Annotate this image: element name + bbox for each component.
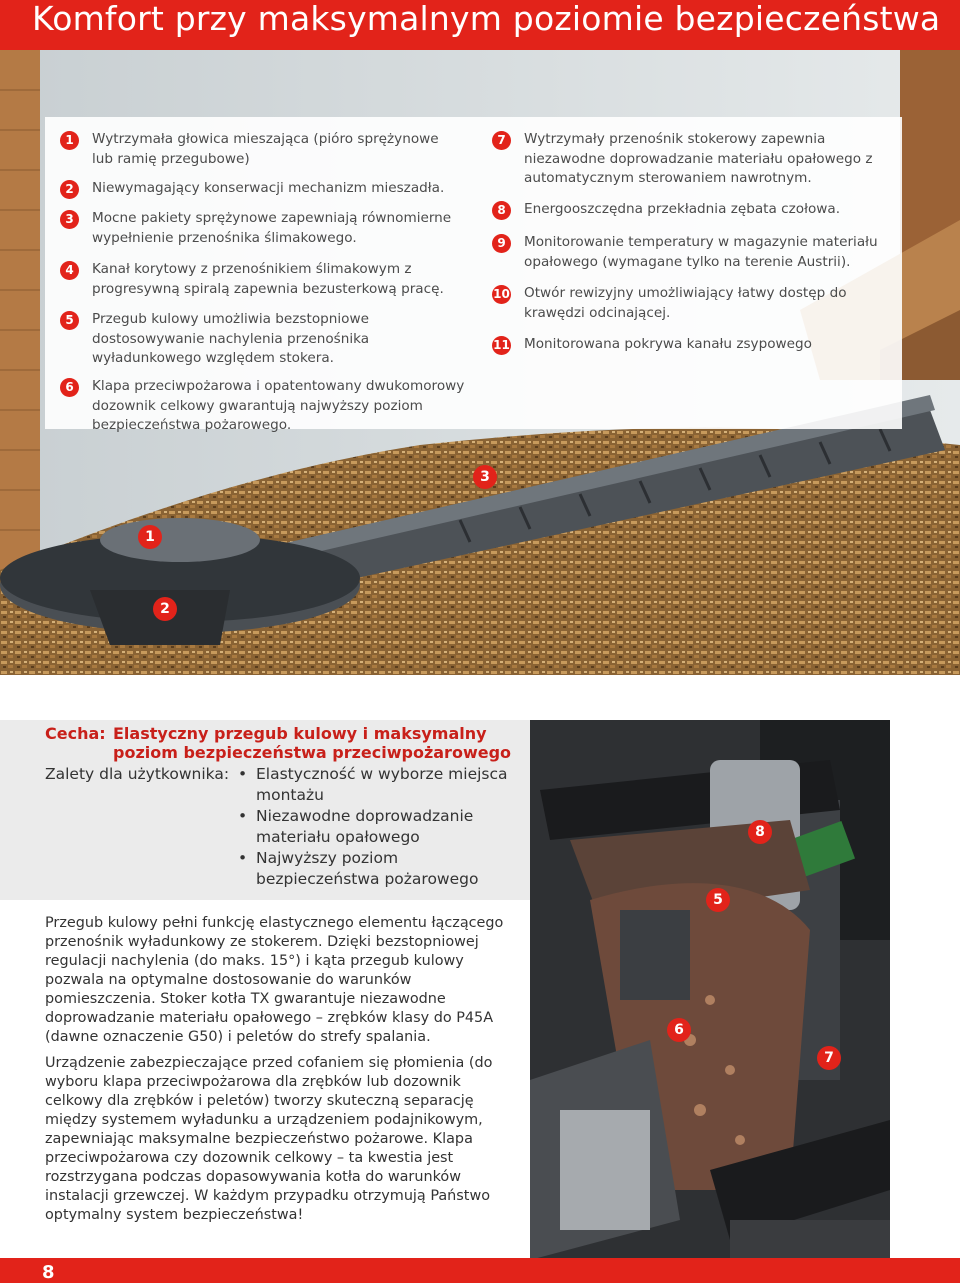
callout-item <box>60 310 480 369</box>
callout-item <box>492 335 887 355</box>
callout-item <box>60 260 460 299</box>
body-paragraph: Przegub kulowy pełni funkcję elastycznego elementu łączącego przenośnik wyładunkowy ze stokerem. Dzięki bezstopniowej regulacji nachylenia (do maks. 15°) i kąta przegub kulowy pozwala na optymalne dostosowanie do warunków pomieszczenia. Stoker kotła TX gwarantuje niezawodne doprowadzanie materiału opałowego – zrębków klasy do P45A (dawne oznaczenie G50) i peletów do strefy spalania. <box>45 915 504 1045</box>
callout-item <box>60 209 460 248</box>
hero-badge: 3 <box>473 465 497 489</box>
callout-number: 9 <box>492 234 511 253</box>
body-paragraph: Urządzenie zabezpieczające przed cofaniem się płomienia (do wyboru klapa przeciwpożarowa dla zrębków lub dozownik celkowy dla zrębków i peletów) tworzy skuteczną separację między systemem wyładunku a urządzeniem podajnikowym, zapewniając maksymalne bezpieczeństwo pożarowe. Klapa przeciwpożarowa czy dozownik celkowy – ta kwestia jest rozstrzygana podczas dopasowywania kotła do warunków instalacji grzewczej. W każdym przypadku otrzymują Państwo optymalny system bezpieczeństwa! <box>45 1055 493 1223</box>
benefit-item: • Niezawodne doprowadzanie materiału opałowego <box>236 806 526 848</box>
callout-number: 2 <box>60 180 79 199</box>
callout-text: Otwór rewizyjny umożliwiający łatwy dostęp do krawędzi odcinającej. <box>524 285 847 321</box>
stoker-illustration <box>530 720 890 1260</box>
callout-item <box>60 377 480 436</box>
photo-badge: 7 <box>817 1046 841 1070</box>
callout-text: Klapa przeciwpożarowa i opatentowany dwukomorowy dozownik celkowy gwarantują najwyższy poziom bezpieczeństwa pożarowego. <box>92 378 465 434</box>
callout-text: Energooszczędna przekładnia zębata czołowa. <box>524 201 841 217</box>
callout-text: Monitorowanie temperatury w magazynie materiału opałowego (wymagane tylko na terenie Austrii). <box>524 234 878 270</box>
photo-badge: 6 <box>667 1018 691 1042</box>
callout-item <box>60 130 460 169</box>
page-number: 8 <box>42 1262 55 1283</box>
callout-item <box>492 200 887 220</box>
feature-label: Cecha: <box>45 724 106 743</box>
callout-item <box>492 284 887 323</box>
callout-number: 11 <box>492 336 511 355</box>
callout-text: Wytrzymała głowica mieszająca (pióro sprężynowe lub ramię przegubowe) <box>92 131 439 167</box>
photo-badge: 5 <box>706 888 730 912</box>
callout-item <box>492 130 887 189</box>
page-title: Komfort przy maksymalnym poziomie bezpieczeństwa <box>32 0 941 38</box>
page-footer <box>0 1258 960 1283</box>
callout-text: Monitorowana pokrywa kanału zsypowego <box>524 336 812 352</box>
callout-number: 1 <box>60 131 79 150</box>
callout-text: Kanał korytowy z przenośnikiem ślimakowym z progresywną spiralą zapewnia bezusterkową pracę. <box>92 261 444 297</box>
benefits-label: Zalety dla użytkownika: <box>45 765 230 783</box>
callout-item <box>60 179 460 199</box>
callout-text: Niewymagający konserwacji mechanizm mieszadła. <box>92 180 445 196</box>
photo-badge: 8 <box>748 820 772 844</box>
callout-number: 5 <box>60 311 79 330</box>
callout-text: Mocne pakiety sprężynowe zapewniają równomierne wypełnienie przenośnika ślimakowego. <box>92 210 452 246</box>
benefit-item: • Najwyższy poziom bezpieczeństwa pożarowego <box>236 848 526 890</box>
stoker-photo <box>530 720 890 1260</box>
callout-text: Przegub kulowy umożliwia bezstopniowe dostosowywanie nachylenia przenośnika wyładunkowego względem stokera. <box>92 311 370 367</box>
hero-badge: 1 <box>138 525 162 549</box>
callout-number: 4 <box>60 261 79 280</box>
callout-number: 6 <box>60 378 79 397</box>
callout-text: Wytrzymały przenośnik stokerowy zapewnia niezawodne doprowadzanie materiału opałowego z automatycznym sterowaniem nawrotnym. <box>524 131 873 187</box>
callout-number: 3 <box>60 210 79 229</box>
callout-number: 8 <box>492 201 511 220</box>
hero-badge: 2 <box>153 597 177 621</box>
callout-item <box>492 233 887 272</box>
feature-title: Elastyczny przegub kulowy i maksymalny poziom bezpieczeństwa przeciwpożarowego <box>113 724 512 762</box>
callout-number: 7 <box>492 131 511 150</box>
benefit-item: • Elastyczność w wyborze miejsca montażu <box>236 764 526 806</box>
benefits-list <box>236 764 526 890</box>
callout-number: 10 <box>492 285 511 304</box>
page-header <box>0 0 960 50</box>
